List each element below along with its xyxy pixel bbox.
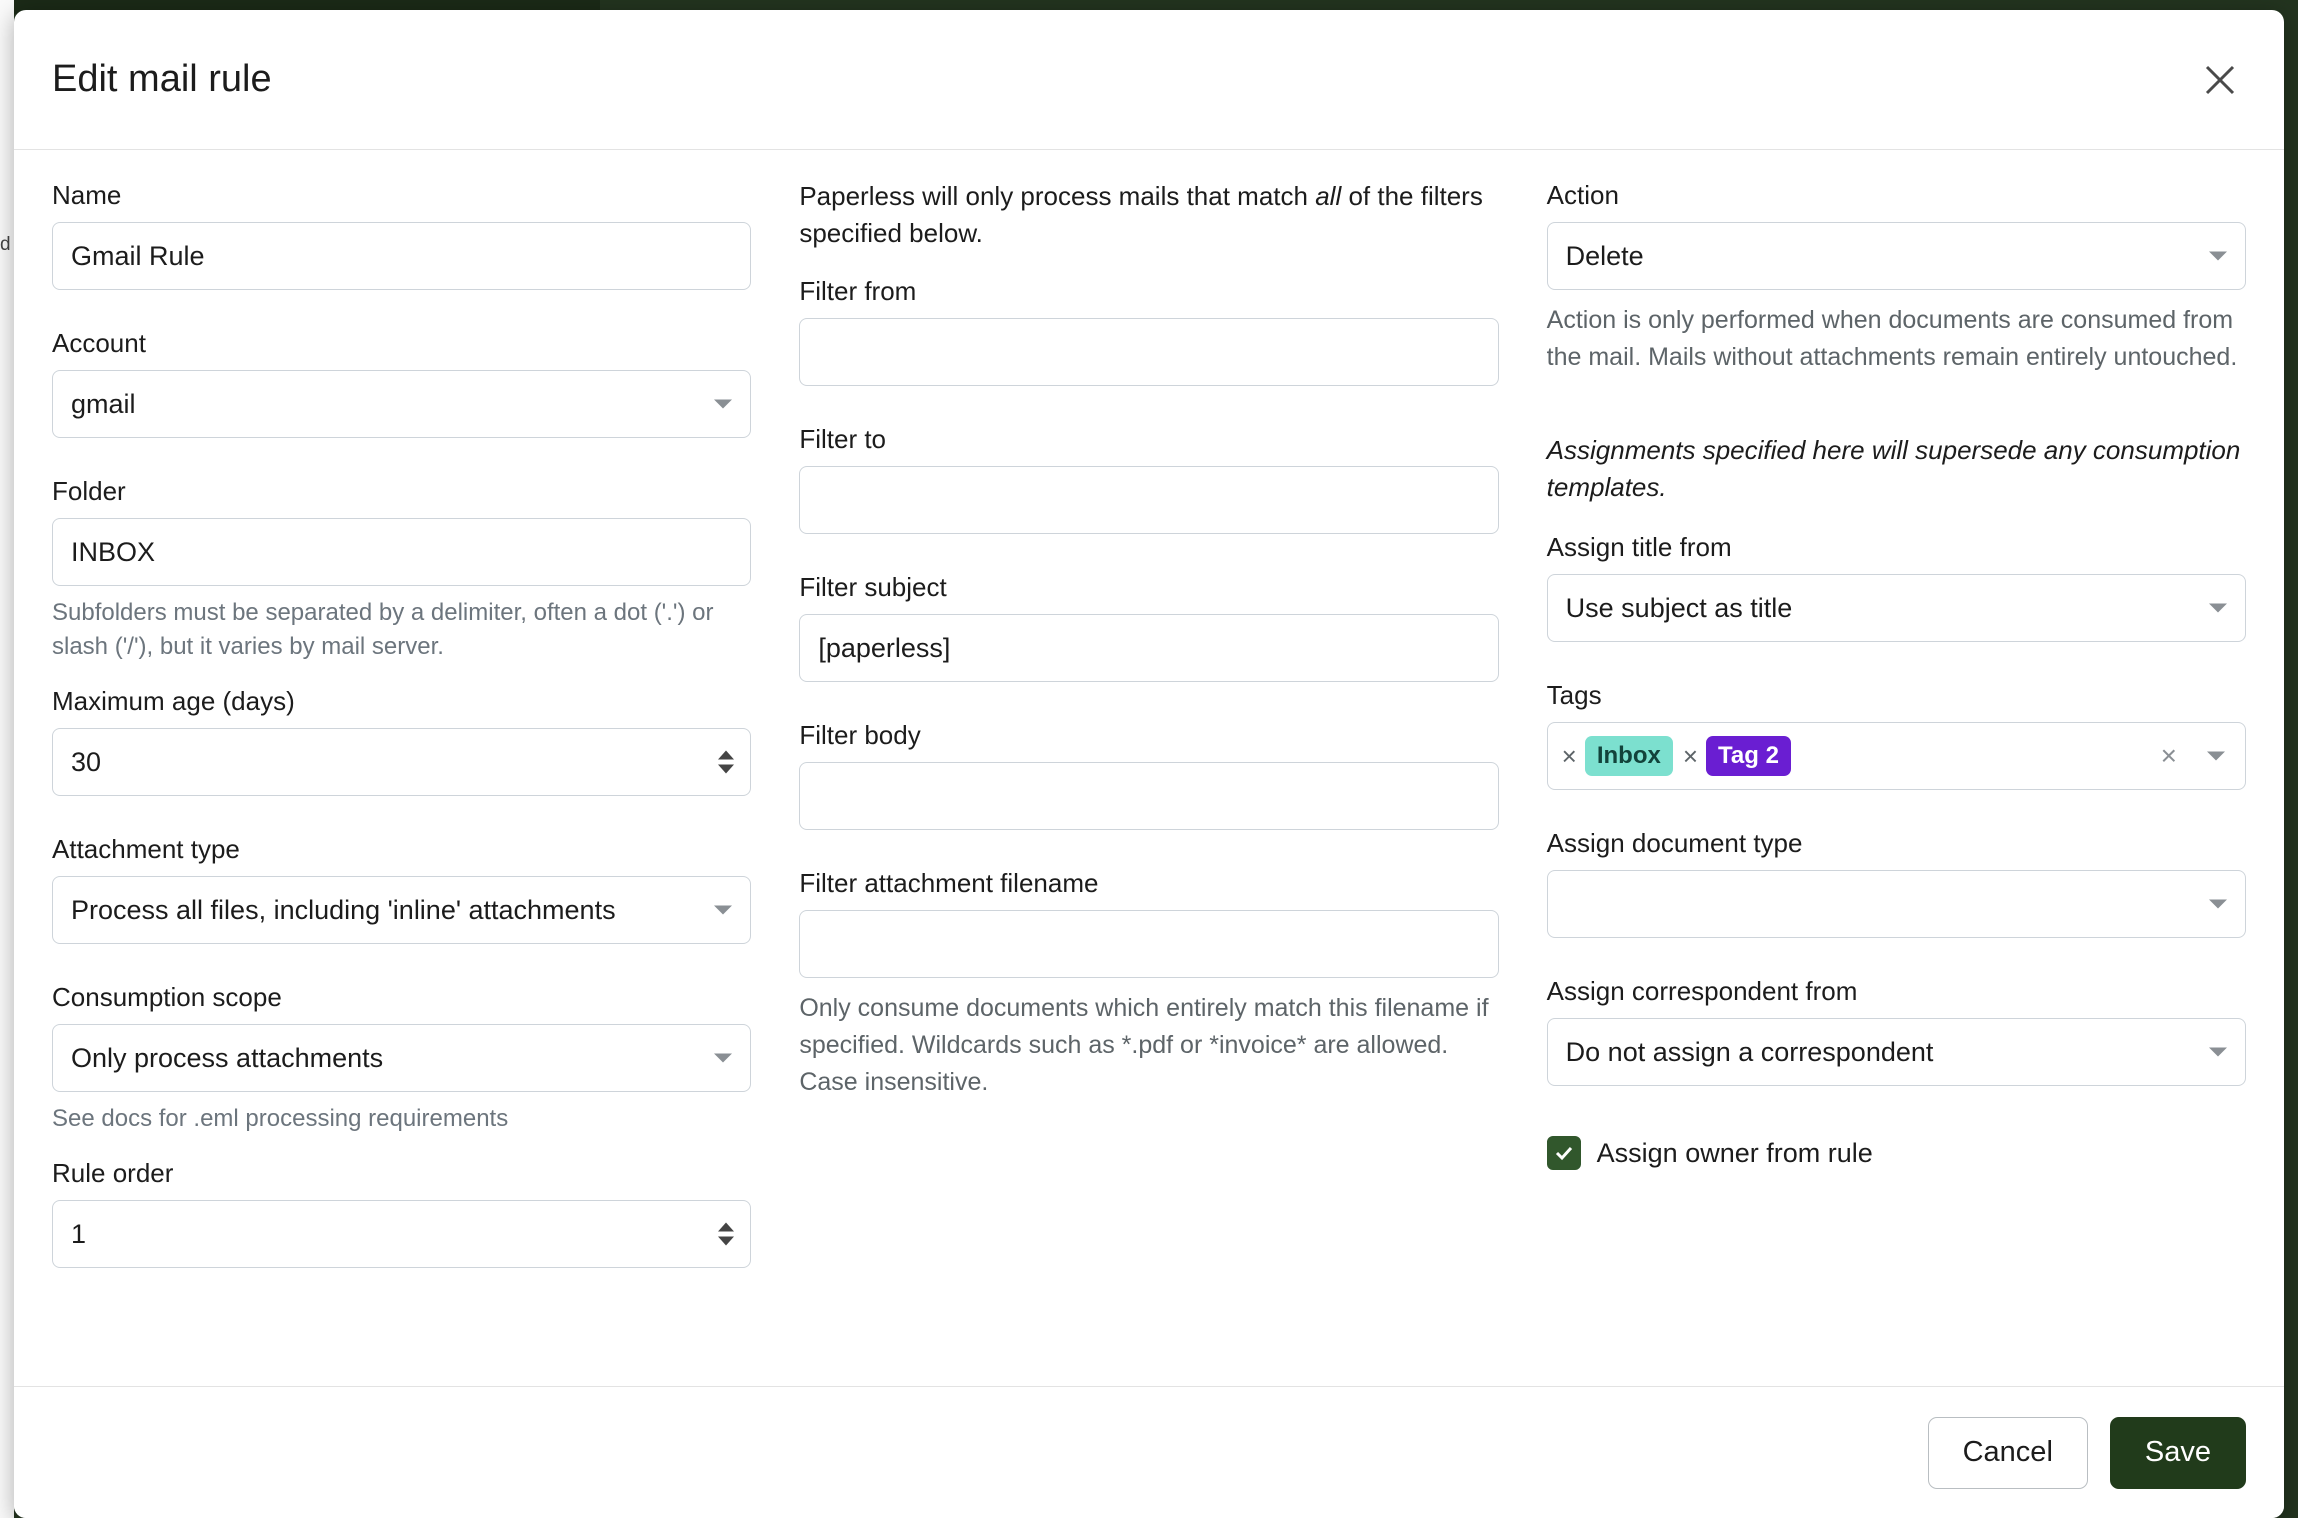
assign-owner-checkbox[interactable] <box>1547 1136 1581 1170</box>
tag-chip <box>1683 736 1791 776</box>
folder-label: Folder <box>52 476 126 506</box>
assign-owner-label: Assign owner from rule <box>1596 1137 1873 1168</box>
filters-intro-pre: Paperless will only process mails that match <box>799 181 1316 211</box>
stepper-up-icon[interactable] <box>718 1223 734 1232</box>
action-label: Action <box>1546 180 1619 210</box>
filter-body-input[interactable] <box>799 762 1498 830</box>
filters-intro-post: of the filters specified below. <box>799 181 1483 248</box>
dialog-body <box>14 150 2284 1268</box>
clear-tags-icon[interactable]: × <box>2160 740 2177 771</box>
stepper-up-icon[interactable] <box>718 751 734 760</box>
rule-order-stepper[interactable] <box>718 1223 734 1246</box>
cancel-button[interactable]: Cancel <box>1928 1417 2088 1489</box>
assign-correspondent-value: Do not assign a correspondent <box>1565 1036 1934 1067</box>
consumption-scope-select[interactable] <box>52 1024 751 1092</box>
rule-order-label: Rule order <box>52 1158 174 1188</box>
consumption-scope-value: Only process attachments <box>71 1042 384 1073</box>
chevron-down-icon <box>2209 900 2227 909</box>
assign-title-from-label: Assign title from <box>1546 532 1732 562</box>
folder-input[interactable]: INBOX <box>52 518 751 586</box>
action-value: Delete <box>1565 240 1644 271</box>
chevron-down-icon <box>714 1054 732 1063</box>
tags-multiselect[interactable] <box>1547 722 2246 790</box>
attachment-type-value: Process all files, including 'inline' attachments <box>71 894 616 925</box>
filter-attachment-filename-label: Filter attachment filename <box>799 868 1099 898</box>
tag-pill: Tag 2 <box>1706 736 1791 776</box>
assign-correspondent-label: Assign correspondent from <box>1546 976 1858 1006</box>
consumption-scope-label: Consumption scope <box>52 982 282 1012</box>
dialog-header <box>14 10 2284 150</box>
filter-attachment-filename-input[interactable] <box>799 910 1498 978</box>
actions-column <box>1547 178 2246 1268</box>
dialog-title: Edit mail rule <box>52 58 272 100</box>
tags-label: Tags <box>1546 680 1602 710</box>
chevron-down-icon <box>2209 1048 2227 1057</box>
edit-mail-rule-dialog <box>14 10 2284 1518</box>
close-icon[interactable] <box>2192 52 2248 108</box>
filter-from-label: Filter from <box>799 276 917 306</box>
attachment-type-select[interactable] <box>52 876 751 944</box>
filter-to-input[interactable] <box>799 466 1498 534</box>
save-button[interactable]: Save <box>2110 1417 2246 1489</box>
action-select[interactable] <box>1547 222 2246 290</box>
tag-chip <box>1562 736 1673 776</box>
chevron-down-icon <box>2209 252 2227 261</box>
attachment-type-label: Attachment type <box>52 834 240 864</box>
assignments-note: Assignments specified here will supersede any consumption templates. <box>1546 435 2241 502</box>
remove-tag-icon[interactable]: × <box>1682 741 1699 771</box>
action-hint: Action is only performed when documents are consumed from the mail. Mails without attachments remain entirely untouched. <box>1546 306 2238 371</box>
assign-correspondent-select[interactable] <box>1547 1018 2246 1086</box>
dialog-footer <box>14 1386 2284 1518</box>
assign-title-from-value: Use subject as title <box>1565 592 1793 623</box>
tag-pill: Inbox <box>1585 736 1673 776</box>
stepper-down-icon[interactable] <box>718 765 734 774</box>
assign-owner-row[interactable] <box>1547 1136 2246 1170</box>
rule-settings-column <box>52 178 751 1268</box>
maximum-age-stepper[interactable] <box>718 751 734 774</box>
filters-column <box>799 178 1498 1268</box>
filter-to-label: Filter to <box>799 424 887 454</box>
account-select-value: gmail <box>71 388 136 419</box>
maximum-age-input[interactable] <box>52 728 751 796</box>
chevron-down-icon <box>714 400 732 409</box>
chevron-down-icon <box>2209 604 2227 613</box>
account-select[interactable] <box>52 370 751 438</box>
maximum-age-value: 30 <box>71 746 102 777</box>
backdrop-left-edge <box>0 0 14 1518</box>
chevron-down-icon <box>2207 752 2225 761</box>
backdrop-left-text: d <box>0 234 11 255</box>
chevron-down-icon <box>714 906 732 915</box>
filter-subject-input[interactable]: [paperless] <box>799 614 1498 682</box>
assign-title-from-select[interactable] <box>1547 574 2246 642</box>
assign-document-type-label: Assign document type <box>1546 828 1803 858</box>
assign-document-type-select[interactable] <box>1547 870 2246 938</box>
filter-attachment-hint: Only consume documents which entirely match this filename if specified. Wildcards such as *.pdf or *invoice* are allowed. Case insensitive. <box>799 994 1489 1096</box>
name-input[interactable]: Gmail Rule <box>52 222 751 290</box>
rule-order-input[interactable] <box>52 1200 751 1268</box>
rule-order-value: 1 <box>71 1218 87 1249</box>
remove-tag-icon[interactable]: × <box>1561 741 1577 771</box>
filter-body-label: Filter body <box>799 720 921 750</box>
stepper-down-icon[interactable] <box>718 1237 734 1246</box>
filters-intro <box>799 178 1498 252</box>
consumption-scope-hint: See docs for .eml processing requirements <box>52 1105 509 1132</box>
filters-intro-emphasis: all <box>1315 181 1342 211</box>
maximum-age-label: Maximum age (days) <box>52 686 295 716</box>
filter-from-input[interactable] <box>799 318 1498 386</box>
account-label: Account <box>52 328 146 358</box>
folder-hint: Subfolders must be separated by a delimiter, often a dot ('.') or slash ('/'), but it varies by mail server. <box>52 599 714 660</box>
name-label: Name <box>52 180 122 210</box>
filter-subject-label: Filter subject <box>799 572 947 602</box>
